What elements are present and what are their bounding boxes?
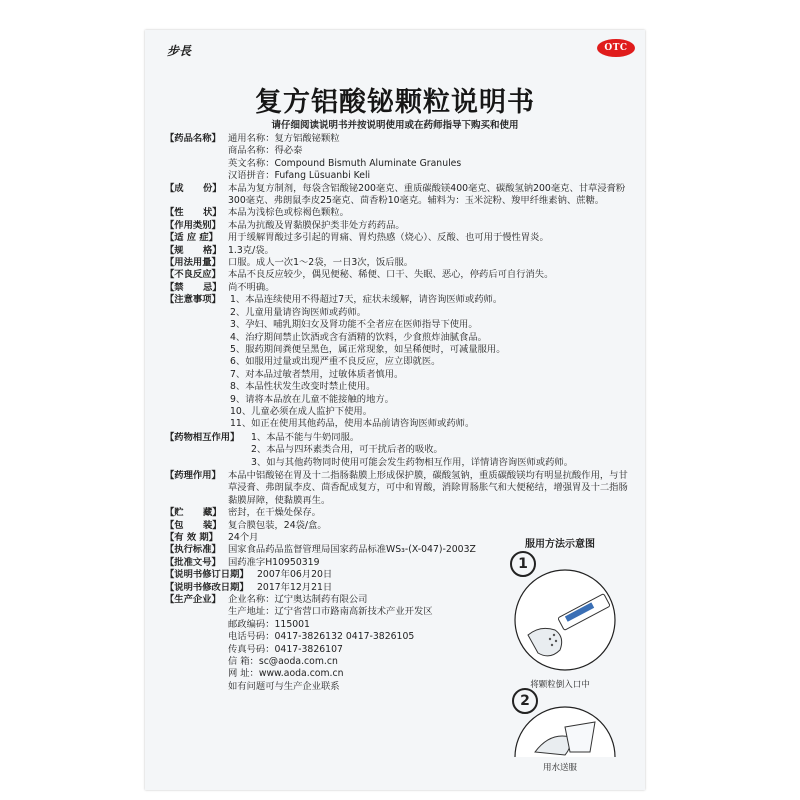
section-text: 国药准字H10950319 <box>228 556 320 568</box>
section-label: 【执行标准】 <box>165 544 221 556</box>
lower-block <box>165 507 485 693</box>
section-packaging <box>165 520 485 532</box>
section-label: 【不良反应】 <box>165 269 221 281</box>
section-adverse <box>165 269 635 281</box>
section-label: 【适 应 症】 <box>165 232 218 244</box>
section-specification <box>165 245 635 257</box>
precaution-item: 11、如正在使用其他药品，使用本品前请咨询医师或药师。 <box>230 418 475 430</box>
usage-warning: 请仔细阅读说明书并按说明使用或在药师指导下购买和使用 <box>271 120 519 131</box>
phone-numbers: 电话号码：0417-3826132 0417-3826105 <box>228 631 415 643</box>
precaution-item: 8、本品性状发生改变时禁止使用。 <box>230 381 376 393</box>
section-text: 本品为复方制剂，每袋含铝酸铋200毫克、重质碳酸镁400毫克、碳酸氢钠200毫克、甘草浸膏粉300毫克、弗朗鼠李皮25毫克、茴香粉10毫克。辅料为：玉米淀粉、羧甲纤维素钠、蔗糖。 <box>228 182 626 207</box>
section-text: 24个月 <box>228 532 259 543</box>
section-contraindications <box>165 282 635 294</box>
section-appearance <box>165 207 635 219</box>
precaution-item: 7、对本品过敏者禁用，过敏体质者慎用。 <box>230 368 404 380</box>
usage-diagram <box>490 535 630 775</box>
interaction-item: 1、本品不能与牛奶同服。 <box>251 431 360 443</box>
section-label: 【贮 藏】 <box>165 507 222 519</box>
section-text: 口服。成人一次1～2袋，一日3次，饭后服。 <box>228 257 414 269</box>
section-text: 国家食品药品监督管理局国家药品标准WS₃-(X-047)-2003Z <box>228 544 476 556</box>
section-label: 【规 格】 <box>165 244 222 256</box>
trade-name: 商品名称：得必泰 <box>228 145 303 157</box>
section-pharmacology <box>165 470 635 507</box>
section-label: 【成 份】 <box>165 182 222 194</box>
interaction-item: 3、如与其他药物同时使用可能会发生药物相互作用，详情请咨询医师或药师。 <box>251 456 574 468</box>
section-label: 【批准文号】 <box>165 556 221 568</box>
section-text: 本品为浅棕色或棕褐色颗粒。 <box>228 207 349 219</box>
fax-number: 传真号码：0417-3826107 <box>228 643 343 655</box>
section-label: 【药物相互作用】 <box>165 431 240 443</box>
interaction-item: 2、本品与四环素类合用，可干扰后者的吸收。 <box>251 444 443 456</box>
precaution-item: 10、儿童必须在成人监护下使用。 <box>230 405 372 417</box>
generic-name: 通用名称：复方铝酸铋颗粒 <box>228 133 340 144</box>
precaution-item: 4、治疗期间禁止饮酒或含有酒精的饮料，少食煎炸油腻食品。 <box>230 331 487 343</box>
section-text: 本品中铝酸铋在胃及十二指肠黏膜上形成保护膜，碳酸氢钠，重质碳酸镁均有明显抗酸作用，与甘草浸膏、弗朗鼠李皮、茴香配成复方，可中和胃酸，消除胃肠胀气和大便秘结，增强胃及十二指肠黏膜屏障，使黏膜再生。 <box>228 469 628 506</box>
section-label: 【药品名称】 <box>165 133 221 144</box>
company-address: 生产地址：辽宁省营口市路南高新技术产业开发区 <box>228 606 433 618</box>
precaution-item: 5、服药期间粪便呈黑色，属正常现象，如呈稀便时，可减量服用。 <box>230 343 506 355</box>
section-label: 【说明书修订日期】 <box>165 569 249 581</box>
email-address: 信 箱：sc@aoda.com.cn <box>228 656 338 668</box>
section-label: 【注意事项】 <box>165 294 221 306</box>
brand-logo: 步長 <box>167 44 192 58</box>
section-label: 【性 状】 <box>165 207 222 219</box>
section-approval <box>165 557 485 569</box>
section-label: 【说明书修改日期】 <box>165 581 249 593</box>
section-storage <box>165 507 485 519</box>
section-label: 【生产企业】 <box>165 594 221 606</box>
diagram-title: 服用方法示意图 <box>525 539 595 550</box>
postal-code: 邮政编码：115001 <box>228 618 310 630</box>
precaution-item: 3、孕妇、哺乳期妇女及肾功能不全者应在医师指导下使用。 <box>230 319 478 331</box>
company-name: 企业名称：辽宁奥达制药有限公司 <box>228 594 368 606</box>
section-label: 【有 效 期】 <box>165 532 218 543</box>
precaution-item: 6、如服用过量或出现严重不良反应，应立即就医。 <box>230 356 441 368</box>
section-modified <box>165 582 485 594</box>
section-text: 尚不明确。 <box>228 281 275 293</box>
section-validity <box>165 532 485 544</box>
page-title: 复方铝酸铋颗粒说明书 <box>255 87 535 118</box>
section-revised <box>165 569 485 581</box>
section-text: 本品不良反应较少，偶见便秘、稀便、口干、失眠、恶心，停药后可自行消失。 <box>228 269 554 281</box>
section-text: 密封，在干燥处保存。 <box>228 507 321 519</box>
step-number-1: 1 <box>510 551 536 577</box>
section-text: 2007年06月20日 <box>257 569 333 581</box>
pinyin-name: 汉语拼音：Fufang Lüsuanbi Keli <box>228 170 371 182</box>
leaflet-sheet <box>145 30 645 790</box>
section-indications <box>165 232 635 244</box>
pour-granules-illustration <box>510 565 620 675</box>
section-text: 本品为抗酸及胃黏膜保护类非处方药药品。 <box>228 219 405 231</box>
precaution-item: 2、儿童用量请咨询医师或药师。 <box>230 306 367 318</box>
section-text: 复合膜包装，24袋/盒。 <box>228 519 327 531</box>
section-label: 【禁 忌】 <box>165 281 222 293</box>
step1-caption: 将颗粒倒入口中 <box>530 680 590 690</box>
section-label: 【药理作用】 <box>165 469 221 481</box>
section-label: 【包 装】 <box>165 519 222 531</box>
section-drug-name <box>165 133 635 183</box>
otc-badge: OTC <box>597 39 635 57</box>
step2-caption: 用水送服 <box>542 763 577 773</box>
section-text: 1.3克/袋。 <box>228 244 274 256</box>
contact-note: 如有问题可与生产企业联系 <box>228 680 340 692</box>
precaution-item: 9、请将本品放在儿童不能接触的地方。 <box>230 393 394 405</box>
website-address: 网 址：www.aoda.com.cn <box>228 668 344 680</box>
section-precautions <box>165 294 635 430</box>
section-dosage <box>165 257 635 269</box>
section-text: 用于缓解胃酸过多引起的胃痛、胃灼热感（烧心）、反酸、也可用于慢性胃炎。 <box>228 232 549 244</box>
section-ingredients <box>165 183 635 208</box>
step-number-2: 2 <box>512 688 538 714</box>
section-label: 【用法用量】 <box>165 257 221 269</box>
section-text: 2017年12月21日 <box>257 581 333 593</box>
section-manufacturer <box>165 594 485 693</box>
english-name: 英文名称：Compound Bismuth Aluminate Granules <box>228 157 462 169</box>
section-label: 【作用类别】 <box>165 219 221 231</box>
section-interactions <box>165 432 635 469</box>
section-category <box>165 220 635 232</box>
precaution-item: 1、本品连续使用不得超过7天，症状未缓解，请咨询医师或药师。 <box>230 294 503 306</box>
drink-water-illustration <box>510 697 620 759</box>
section-standard <box>165 544 485 556</box>
